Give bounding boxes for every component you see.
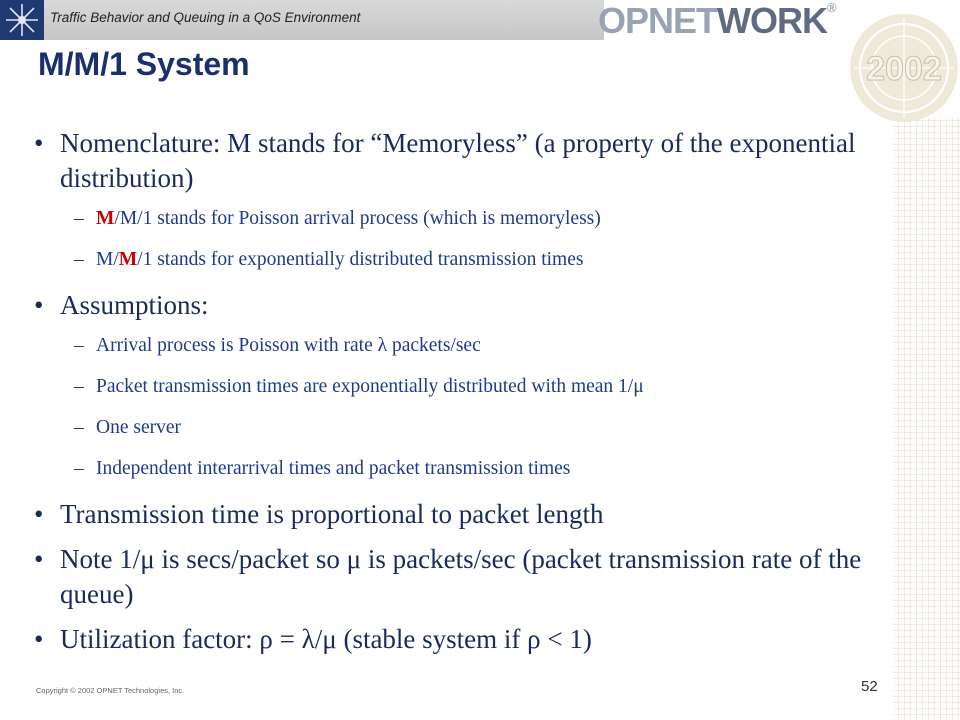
sub-bullet-exponential: – Packet transmission times are exponentially distributed with mean 1/μ: [74, 376, 644, 397]
sub-bullet-independent: – Independent interarrival times and packet transmission times: [74, 458, 571, 479]
opnetwork-logo: [598, 0, 836, 42]
page-number: 52: [861, 678, 878, 695]
star-logo-icon: [0, 0, 44, 40]
badge-year: 2002: [866, 50, 942, 88]
decorative-grid: [893, 118, 960, 720]
bullet-note: • Note 1/μ is secs/packet so μ is packets/sec (packet transmission rate of the queue): [34, 544, 862, 609]
bullet-utilization: • Utilization factor: ρ = λ/μ (stable system if ρ < 1): [34, 624, 592, 654]
slide-body: [34, 126, 864, 667]
bullet-assumptions: • Assumptions:: [34, 290, 209, 320]
brand-work: WORK: [717, 0, 827, 41]
sub-bullet-arrival: – M/M/1 stands for Poisson arrival process (which is memoryless): [74, 208, 601, 229]
header-bar: [0, 0, 960, 40]
copyright-text: Copyright © 2002 OPNET Technologies, Inc.: [36, 686, 185, 695]
brand-opnet: OPNET: [598, 0, 718, 41]
sub-bullet-service: – M/M/1 stands for exponentially distributed transmission times: [74, 249, 584, 270]
running-title: Traffic Behavior and Queuing in a QoS Environment: [50, 10, 361, 25]
sub-bullet-one-server: – One server: [74, 417, 181, 438]
sub-bullet-poisson: – Arrival process is Poisson with rate λ packets/sec: [74, 335, 481, 356]
bullet-nomenclature: • Nomenclature: M stands for “Memoryless” (a property of the exponential distribution): [34, 128, 856, 193]
bullet-transmission-time: • Transmission time is proportional to packet length: [34, 499, 604, 529]
year-badge-icon: [838, 10, 960, 132]
slide-title: M/M/1 System: [38, 46, 250, 82]
brand-trademark: ®: [827, 0, 836, 15]
